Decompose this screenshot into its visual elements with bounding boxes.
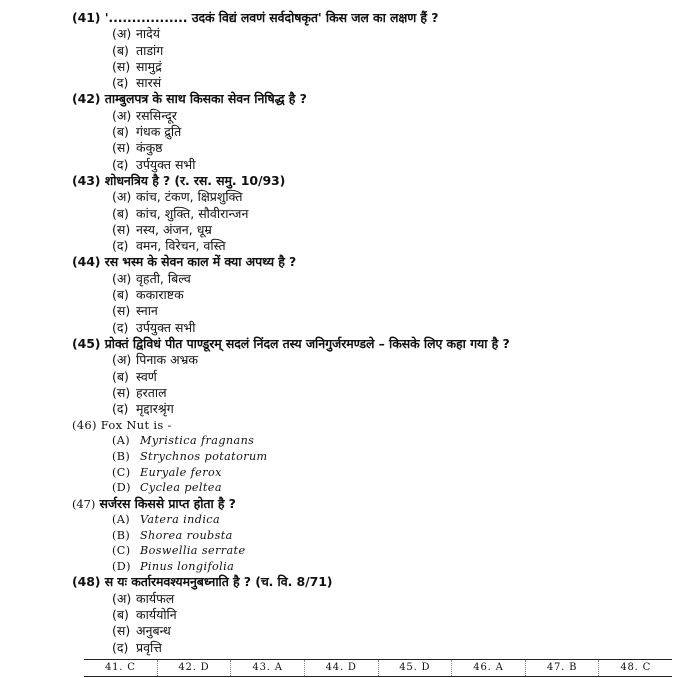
answer-key-item: 47. B [526, 660, 600, 676]
option: (द) उर्पयुक्त सभी [112, 156, 196, 172]
option: (D) Cyclea peltea [112, 481, 222, 495]
option: (C) Euryale ferox [112, 465, 222, 479]
option: (द) वमन, विरेचन, वस्ति [112, 238, 226, 254]
option: (ब) कार्ययोनि [112, 607, 177, 623]
answer-key-item: 46. A [452, 660, 526, 676]
question-41 [72, 10, 672, 91]
option: (स) सामुद्रं [112, 58, 162, 74]
question-text: (43) शोधनत्रिय है ? (र. रस. समु. 10/93) [72, 172, 286, 188]
option: (D) Pinus longifolia [112, 559, 235, 573]
question-text: (44) रस भस्म के सेवन काल में क्या अपथ्य है ? [72, 254, 297, 270]
option: (B) Strychnos potatorum [112, 450, 268, 464]
question-47 [72, 496, 672, 575]
question-text: (46) Fox Nut is - [72, 418, 172, 433]
question-42 [72, 91, 672, 172]
option: (स) हरताल [112, 384, 167, 400]
option: (द) प्रवृत्ति [112, 639, 162, 655]
question-43 [72, 173, 672, 254]
option: (स) अनुबन्ध [112, 623, 171, 639]
question-text: (48) स यः कर्तारमवश्यमनुबध्नाति है ? (च. वि. 8/71) [72, 574, 333, 590]
option: (अ) कांच, टंकण, क्षिप्रशुक्ति [112, 189, 243, 205]
question-46 [72, 417, 672, 495]
answer-key-item: 45. D [379, 660, 453, 676]
option: (द) मृद्दारश्रृंग [112, 401, 174, 417]
option: (ब) कांच, शुक्ति, सौवीरान्जन [112, 205, 249, 221]
question-text: (47) सर्जरस किससे प्राप्त होता है ? [72, 495, 236, 511]
option: (ब) ताडांग [112, 42, 164, 58]
option: (स) स्नान [112, 303, 158, 319]
answer-key-item: 43. A [231, 660, 305, 676]
option: (अ) कार्यफल [112, 590, 175, 606]
option: (अ) नादेयं [112, 26, 161, 42]
option: (A) Vatera indica [112, 513, 221, 527]
question-44 [72, 254, 672, 335]
option: (स) नस्य, अंजन, धूम्र [112, 221, 212, 237]
option: (ब) स्वर्ण [112, 368, 157, 384]
option: (अ) वृहती, बिल्व [112, 270, 191, 286]
answer-key-item: 48. C [620, 662, 652, 673]
answer-key-item: 41. C [84, 660, 158, 676]
option: (A) Myristica fragnans [112, 434, 255, 448]
option: (अ) पिनाक अभ्रक [112, 352, 199, 368]
option: (ब) ककाराष्टक [112, 287, 184, 303]
option: (अ) रससिन्दूर [112, 107, 177, 123]
question-48 [72, 574, 672, 655]
option: (ब) गंधक द्रुति [112, 124, 182, 140]
question-text: (45) प्रोक्तं द्विविधं पीत पाण्डूरम् सदलं निंदल तस्य जनिगुर्जरमण्डले – किसके लिए कहा गया है ? [72, 335, 510, 351]
option: (द) सारसं [112, 75, 162, 91]
question-list [72, 10, 672, 656]
option: (B) Shorea roubsta [112, 528, 233, 542]
option: (स) कंकुष्ठ [112, 140, 163, 156]
answer-key-bar [84, 659, 672, 677]
option: (C) Boswellia serrate [112, 544, 246, 558]
question-text: (41) '................. उदकं विद्यं लवणं सर्वदोषकृत' किस जल का लक्षण हैं ? [72, 10, 439, 25]
option: (द) उर्पयुक्त सभी [112, 319, 196, 335]
question-text: (42) ताम्बुलपत्र के साथ किसका सेवन निषिद्ध है ? [72, 91, 307, 107]
answer-key-item: 42. D [158, 660, 232, 676]
answer-key-item: 44. D [305, 660, 379, 676]
question-45 [72, 336, 672, 417]
